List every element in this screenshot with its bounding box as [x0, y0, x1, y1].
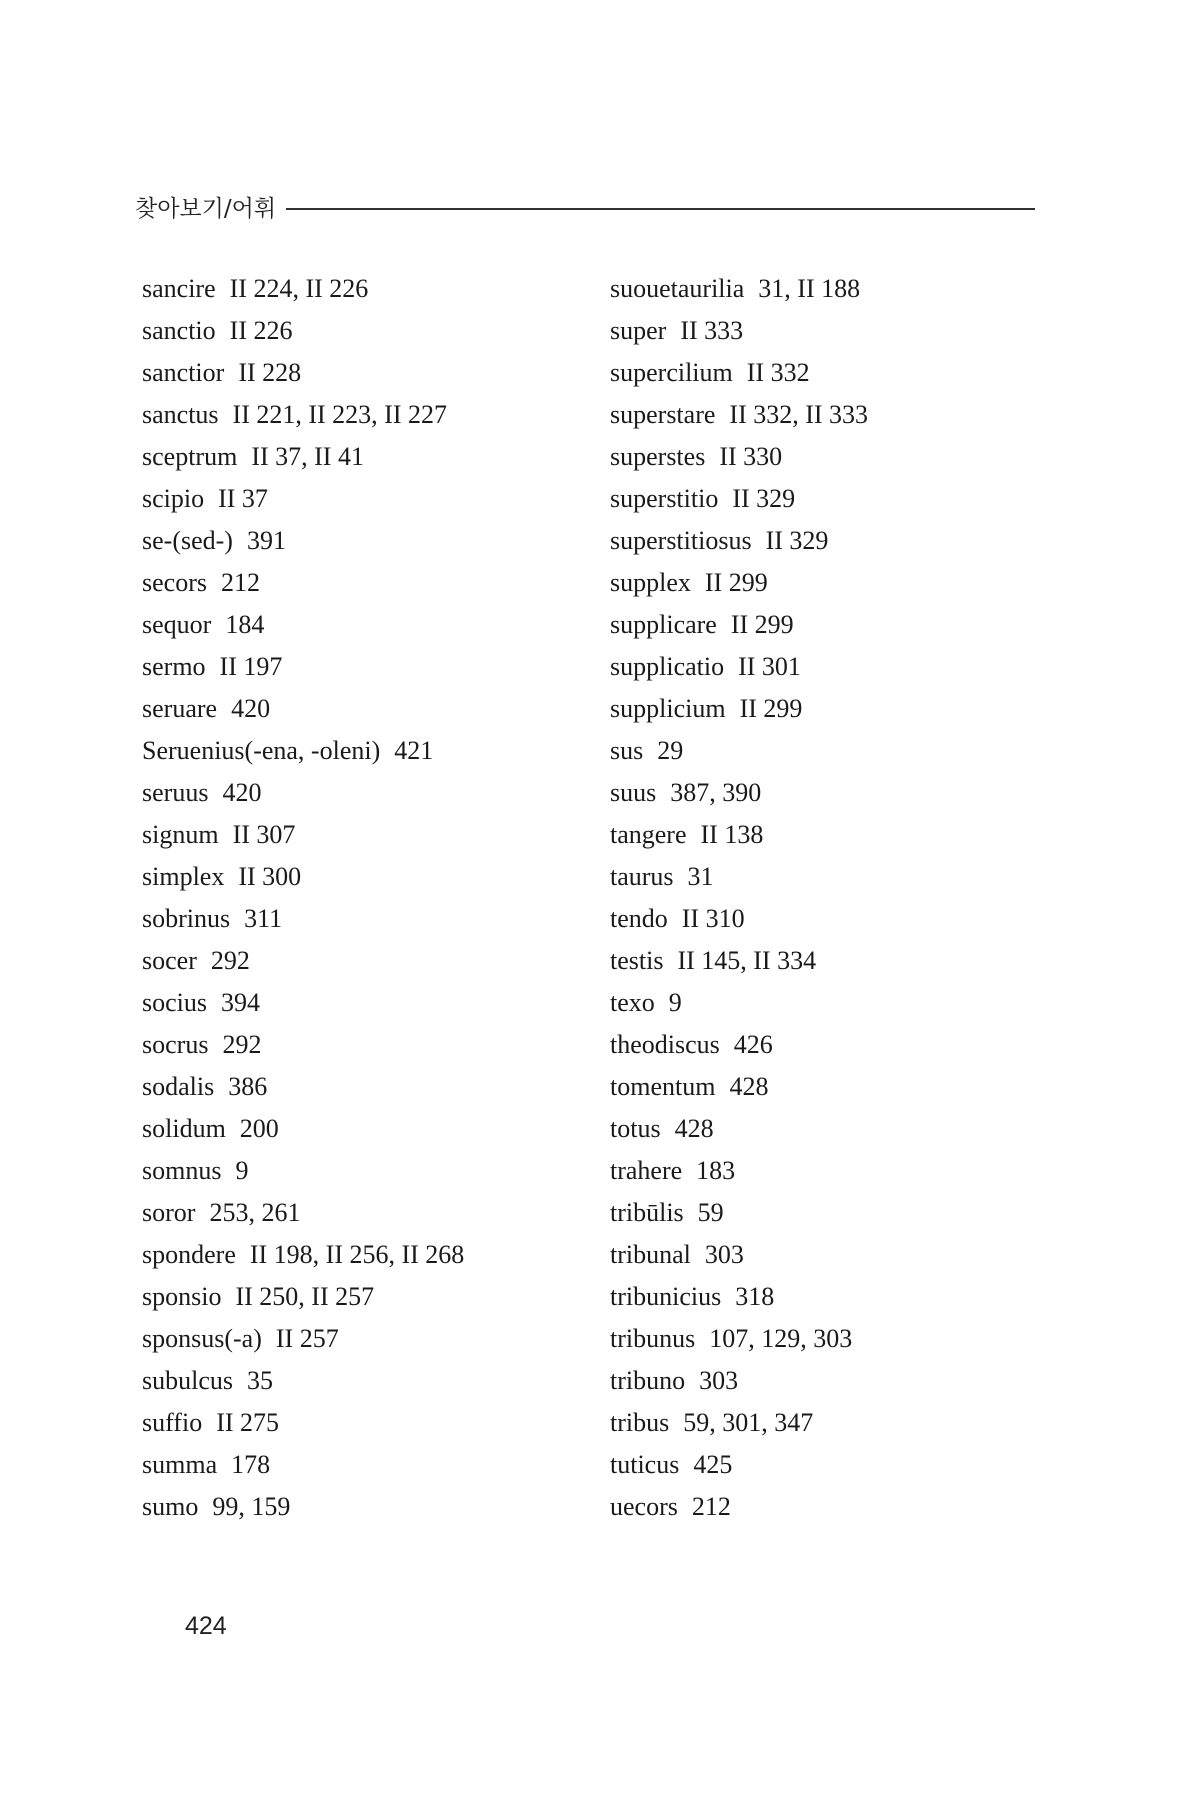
- index-page-refs: 107, 129, 303: [709, 1324, 853, 1353]
- index-entry: [610, 310, 1040, 352]
- index-term: sumo: [142, 1492, 199, 1521]
- index-page-refs: 428: [674, 1114, 714, 1143]
- index-entry: [610, 268, 1040, 310]
- index-page-refs: 292: [222, 1030, 262, 1059]
- index-entry: [610, 730, 1040, 772]
- index-entry: [610, 688, 1040, 730]
- index-term: sponsio: [142, 1282, 222, 1311]
- index-entry: [142, 478, 572, 520]
- index-term: supplicare: [610, 610, 717, 639]
- index-entry: [610, 1486, 1040, 1528]
- index-entry: [142, 520, 572, 562]
- index-entry: [610, 1108, 1040, 1150]
- index-page-refs: II 301: [738, 652, 801, 681]
- index-term: texo: [610, 988, 655, 1017]
- index-entry: [610, 898, 1040, 940]
- index-entry: [142, 646, 572, 688]
- index-term: seruare: [142, 694, 218, 723]
- index-page-refs: 386: [228, 1072, 268, 1101]
- index-page-refs: II 138: [700, 820, 764, 849]
- index-term: sceptrum: [142, 442, 238, 471]
- index-entry: [610, 646, 1040, 688]
- index-entry: [142, 1066, 572, 1108]
- index-page-refs: 303: [704, 1240, 744, 1269]
- index-entry: [610, 1066, 1040, 1108]
- index-term: super: [610, 316, 667, 345]
- index-page-refs: II 329: [732, 484, 796, 513]
- index-entry: [142, 1444, 572, 1486]
- index-page-refs: II 299: [704, 568, 768, 597]
- index-entry: [610, 1444, 1040, 1486]
- index-term: tribus: [610, 1408, 670, 1437]
- index-term: superstes: [610, 442, 706, 471]
- index-entry: [142, 1192, 572, 1234]
- index-entry: [142, 394, 572, 436]
- index-entry: [610, 1024, 1040, 1066]
- index-page-refs: 303: [699, 1366, 739, 1395]
- index-page-refs: 9: [235, 1156, 249, 1185]
- index-page-refs: 59, 301, 347: [683, 1408, 814, 1437]
- index-term: signum: [142, 820, 219, 849]
- index-entry: [610, 1402, 1040, 1444]
- index-entry: [142, 1108, 572, 1150]
- index-term: sanctior: [142, 358, 225, 387]
- index-page-refs: 9: [668, 988, 682, 1017]
- index-page-refs: II 310: [681, 904, 745, 933]
- index-term: supplicium: [610, 694, 726, 723]
- index-page-refs: II 333: [680, 316, 744, 345]
- running-head: [135, 190, 1035, 223]
- index-page-refs: II 221, II 223, II 227: [232, 400, 447, 429]
- index-term: se-(sed-): [142, 526, 233, 555]
- index-column-left: [142, 268, 572, 1528]
- index-term: superstitio: [610, 484, 719, 513]
- index-entry: [610, 1150, 1040, 1192]
- index-page-refs: II 329: [765, 526, 829, 555]
- index-page-refs: 428: [729, 1072, 769, 1101]
- index-page-refs: 420: [222, 778, 262, 807]
- index-page-refs: II 37: [218, 484, 268, 513]
- index-page-refs: II 300: [238, 862, 302, 891]
- index-term: superstare: [610, 400, 716, 429]
- index-page-refs: 183: [696, 1156, 736, 1185]
- index-term: Seruenius(-ena, -oleni): [142, 736, 381, 765]
- index-page-refs: II 224, II 226: [229, 274, 369, 303]
- index-term: sus: [610, 736, 644, 765]
- index-term: subulcus: [142, 1366, 233, 1395]
- index-page-refs: II 226: [229, 316, 293, 345]
- index-entry: [142, 1150, 572, 1192]
- index-entry: [142, 436, 572, 478]
- index-term: somnus: [142, 1156, 222, 1185]
- running-head-rule: [286, 208, 1035, 210]
- index-entry: [610, 982, 1040, 1024]
- index-page-refs: II 330: [719, 442, 783, 471]
- index-page-refs: II 307: [232, 820, 296, 849]
- index-page-refs: II 275: [216, 1408, 280, 1437]
- index-page-refs: II 299: [739, 694, 803, 723]
- index-term: sanctus: [142, 400, 219, 429]
- index-term: socius: [142, 988, 207, 1017]
- index-term: uecors: [610, 1492, 678, 1521]
- index-page-refs: 29: [657, 736, 684, 765]
- index-entry: [610, 604, 1040, 646]
- index-column-right: [610, 268, 1040, 1528]
- index-term: tangere: [610, 820, 687, 849]
- index-page-refs: 426: [733, 1030, 773, 1059]
- index-page-refs: II 198, II 256, II 268: [249, 1240, 465, 1269]
- index-entry: [610, 394, 1040, 436]
- index-entry: [142, 562, 572, 604]
- index-page-refs: II 257: [275, 1324, 339, 1353]
- index-entry: [142, 310, 572, 352]
- index-term: seruus: [142, 778, 209, 807]
- index-term: taurus: [610, 862, 674, 891]
- index-entry: [610, 772, 1040, 814]
- index-entry: [142, 1360, 572, 1402]
- index-term: theodiscus: [610, 1030, 720, 1059]
- index-term: tribunus: [610, 1324, 696, 1353]
- index-page-refs: 31, II 188: [758, 274, 861, 303]
- index-entry: [610, 1276, 1040, 1318]
- index-page-refs: 391: [246, 526, 286, 555]
- index-entry: [610, 814, 1040, 856]
- index-entry: [610, 520, 1040, 562]
- index-term: sancire: [142, 274, 216, 303]
- index-entry: [142, 352, 572, 394]
- index-term: testis: [610, 946, 664, 975]
- index-page-refs: II 332, II 333: [729, 400, 869, 429]
- index-page-refs: II 299: [730, 610, 794, 639]
- index-page-refs: 421: [394, 736, 434, 765]
- index-term: summa: [142, 1450, 218, 1479]
- index-term: tribunicius: [610, 1282, 722, 1311]
- index-page-refs: 212: [691, 1492, 731, 1521]
- running-head-title: 찾아보기/어휘: [135, 196, 277, 222]
- index-entry: [142, 940, 572, 982]
- index-term: suus: [610, 778, 657, 807]
- index-page-refs: 200: [239, 1114, 279, 1143]
- index-term: sanctio: [142, 316, 216, 345]
- index-entry: [610, 940, 1040, 982]
- index-entry: [142, 1276, 572, 1318]
- index-entry: [610, 562, 1040, 604]
- index-page-refs: 311: [244, 904, 283, 933]
- index-page-refs: 387, 390: [670, 778, 762, 807]
- index-page-refs: 184: [225, 610, 265, 639]
- index-entry: [142, 898, 572, 940]
- index-page-refs: 178: [231, 1450, 271, 1479]
- index-term: supercilium: [610, 358, 733, 387]
- index-term: solidum: [142, 1114, 226, 1143]
- index-term: socer: [142, 946, 197, 975]
- index-entry: [142, 1024, 572, 1066]
- index-page-refs: 420: [231, 694, 271, 723]
- index-page-refs: 394: [221, 988, 260, 1017]
- index-term: tribuno: [610, 1366, 686, 1395]
- index-entry: [610, 478, 1040, 520]
- index-page-refs: 35: [247, 1366, 273, 1395]
- index-page-refs: II 145, II 334: [677, 946, 817, 975]
- index-term: secors: [142, 568, 207, 597]
- index-page-refs: 99, 159: [212, 1492, 291, 1521]
- index-entry: [142, 1402, 572, 1444]
- index-entry: [610, 352, 1040, 394]
- index-entry: [610, 1192, 1040, 1234]
- index-term: sobrinus: [142, 904, 231, 933]
- index-page-refs: 212: [220, 568, 260, 597]
- index-page-refs: II 250, II 257: [235, 1282, 375, 1311]
- index-page-refs: 31: [687, 862, 714, 891]
- index-entry: [142, 688, 572, 730]
- index-page-refs: 425: [693, 1450, 733, 1479]
- index-entry: [142, 856, 572, 898]
- index-term: spondere: [142, 1240, 236, 1269]
- index-entry: [142, 1234, 572, 1276]
- index-term: trahere: [610, 1156, 683, 1185]
- index-term: tribunal: [610, 1240, 691, 1269]
- index-term: simplex: [142, 862, 225, 891]
- index-page-refs: 318: [735, 1282, 775, 1311]
- index-entry: [142, 1486, 572, 1528]
- index-term: tendo: [610, 904, 668, 933]
- index-entry: [610, 856, 1040, 898]
- index-term: suffio: [142, 1408, 203, 1437]
- index-page-refs: 59: [697, 1198, 724, 1227]
- index-page-refs: 253, 261: [209, 1198, 301, 1227]
- index-page-refs: II 332: [746, 358, 810, 387]
- index-term: tribūlis: [610, 1198, 684, 1227]
- index-term: supplicatio: [610, 652, 725, 681]
- index-entry: [610, 1360, 1040, 1402]
- index-term: totus: [610, 1114, 661, 1143]
- index-entry: [142, 772, 572, 814]
- index-term: socrus: [142, 1030, 209, 1059]
- index-term: supplex: [610, 568, 691, 597]
- index-term: scipio: [142, 484, 205, 513]
- index-entry: [142, 604, 572, 646]
- index-term: sodalis: [142, 1072, 215, 1101]
- index-entry: [610, 436, 1040, 478]
- index-page-refs: II 228: [238, 358, 302, 387]
- index-term: suouetaurilia: [610, 274, 745, 303]
- index-entry: [142, 814, 572, 856]
- index-term: tuticus: [610, 1450, 680, 1479]
- index-entry: [142, 268, 572, 310]
- index-entry: [142, 1318, 572, 1360]
- index-term: soror: [142, 1198, 196, 1227]
- index-page-refs: 292: [210, 946, 250, 975]
- page-number: 424: [185, 1612, 227, 1640]
- index-term: sermo: [142, 652, 206, 681]
- index-entry: [142, 982, 572, 1024]
- index-term: sequor: [142, 610, 212, 639]
- index-entry: [610, 1318, 1040, 1360]
- index-term: sponsus(-a): [142, 1324, 262, 1353]
- index-entry: [142, 730, 572, 772]
- index-term: superstitiosus: [610, 526, 752, 555]
- index-entry: [610, 1234, 1040, 1276]
- index-page-refs: II 37, II 41: [251, 442, 364, 471]
- index-term: tomentum: [610, 1072, 716, 1101]
- index-page-refs: II 197: [219, 652, 283, 681]
